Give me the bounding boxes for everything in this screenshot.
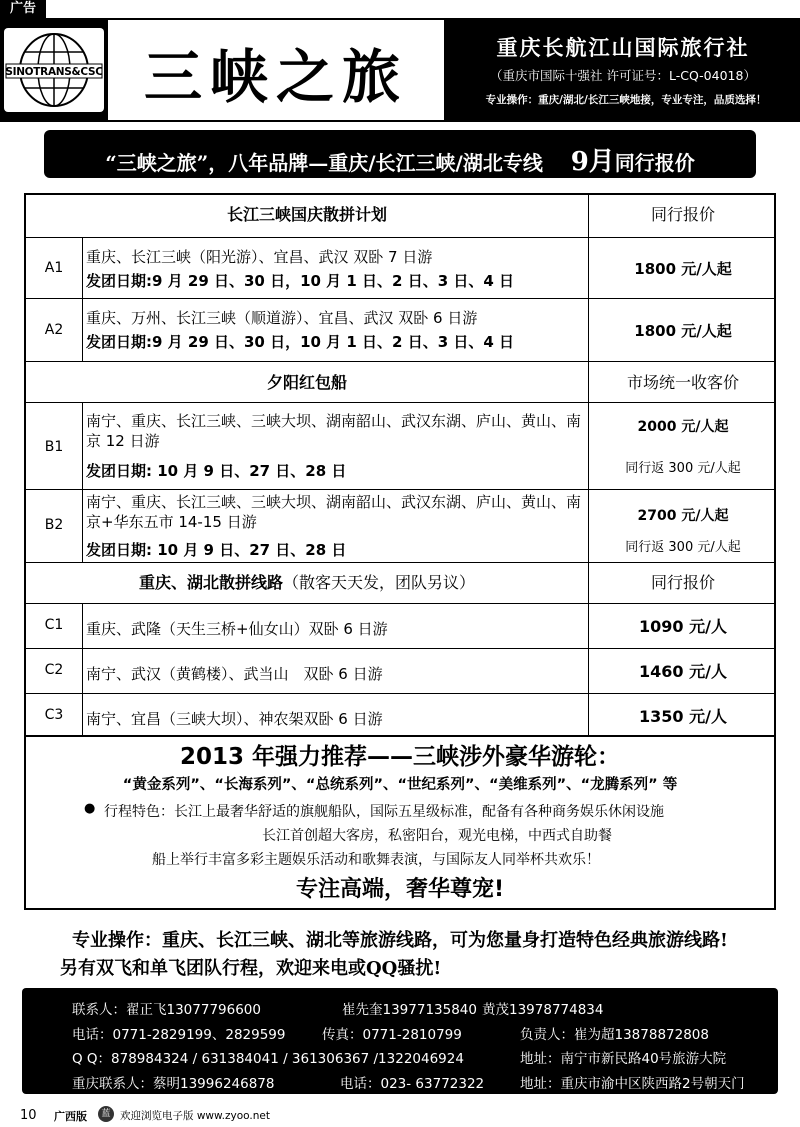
contact-address: 地址：南宁市新民路40号旅游大院 bbox=[520, 1051, 727, 1067]
bullet-icon: ● bbox=[84, 801, 96, 816]
row-code: C1 bbox=[44, 617, 64, 633]
contact-phone: 电话：0771-2829199、2829599 bbox=[72, 1027, 286, 1043]
section-title: 长江三峡国庆散拼计划 bbox=[226, 205, 387, 224]
footer bbox=[0, 1100, 800, 1127]
contact-qq: Q Q：878984324 / 631384041 / 361306367 /1322046924 bbox=[72, 1051, 464, 1067]
row-rebate: 同行返 300 元/人起 bbox=[625, 461, 741, 476]
row-dates: 发团日期: 10 月 9 日、27 日、28 日 bbox=[86, 462, 347, 480]
header-slogan: 专业操作：重庆/湖北/长江三峡地接，专业专注，品质选择！ bbox=[485, 94, 767, 106]
brand-title: 三峡之旅 bbox=[143, 43, 408, 111]
row-route: 重庆、武隆（天生三桥+仙女山）双卧 6 日游 bbox=[86, 620, 388, 638]
subtitle-month: 9月 bbox=[570, 147, 615, 177]
contact-person: 崔先奎13977135840 bbox=[342, 1002, 477, 1018]
section-title-note: （散客天天发，团队另议） bbox=[283, 573, 476, 592]
ad-tag: 广告 bbox=[0, 0, 46, 18]
promo-title: 2013 年强力推荐——三峡涉外豪华游轮： bbox=[179, 744, 621, 770]
row-code: B2 bbox=[44, 517, 64, 533]
promo-feature: 行程特色：长江上最奢华舒适的旗舰船队，国际五星级标准，配备有各种商务娱乐休闲设施 bbox=[104, 804, 664, 820]
contact-manager: 负责人：崔为超13878872808 bbox=[520, 1027, 709, 1043]
website-link[interactable]: 欢迎浏览电子版 www.zyoo.net bbox=[120, 1110, 270, 1122]
row-route: 重庆、长江三峡（阳光游）、宜昌、武汉 双卧 7 日游 bbox=[86, 248, 433, 266]
subtitle-bar bbox=[44, 130, 756, 178]
contact-person: 联系人：翟正飞13077796600 bbox=[72, 1002, 261, 1018]
company-name: 重庆长航江山国际旅行社 bbox=[496, 36, 750, 60]
row-code: A1 bbox=[44, 260, 64, 276]
cq-address: 地址：重庆市渝中区陕西路2号朝天门 bbox=[520, 1076, 745, 1092]
row-rebate: 同行返 300 元/人起 bbox=[625, 540, 741, 555]
subtitle-main: “三峡之旅”，八年品牌—重庆/长江三峡/湖北专线 bbox=[105, 151, 543, 175]
price-table bbox=[24, 193, 776, 737]
row-route: 重庆、万州、长江三峡（顺道游）、宜昌、武汉 双卧 6 日游 bbox=[86, 309, 478, 327]
row-dates: 发团日期:9 月 29 日、30 日，10 月 1 日、2 日、3 日、4 日 bbox=[86, 272, 515, 290]
row-price: 1090 元/人 bbox=[639, 617, 727, 636]
row-price: 2000 元/人起 bbox=[637, 419, 729, 435]
row-code: B1 bbox=[44, 439, 64, 455]
section-title: 夕阳红包船 bbox=[266, 373, 347, 392]
contact-box bbox=[22, 988, 778, 1094]
license-number: （重庆市国际十强社 许可证号：L-CQ-04018） bbox=[490, 68, 756, 83]
row-price: 1800 元/人起 bbox=[634, 260, 732, 278]
row-price: 1350 元/人 bbox=[639, 707, 727, 726]
row-route: 南宁、重庆、长江三峡、三峡大坝、湖南韶山、武汉东湖、庐山、黄山、南京+华东五市 14-15 日游 bbox=[86, 493, 582, 531]
row-code: A2 bbox=[44, 322, 64, 338]
row-dates: 发团日期:9 月 29 日、30 日，10 月 1 日、2 日、3 日、4 日 bbox=[86, 333, 515, 351]
subtitle-text bbox=[44, 141, 756, 178]
brand-panel bbox=[108, 20, 444, 120]
subtitle-suffix: 同行报价 bbox=[614, 151, 695, 175]
promo-feature: 船上举行丰富多彩主题娱乐活动和歌舞表演，与国际友人同举杯共欢乐！ bbox=[152, 852, 600, 868]
row-code: C3 bbox=[44, 707, 64, 723]
promo-tagline: 专注高端，奢华尊宠! bbox=[295, 877, 505, 902]
promo-series: “黄金系列”、“长海系列”、“总统系列”、“世纪系列”、“美维系列”、“龙腾系列” 等 bbox=[122, 777, 678, 793]
price-header: 同行报价 bbox=[650, 573, 715, 592]
edition-badge-icon: 蓝 bbox=[98, 1106, 114, 1122]
cq-phone: 电话：023- 63772322 bbox=[340, 1076, 485, 1092]
promo-feature: 长江首创超大客房，私密阳台，观光电梯，中西式自助餐 bbox=[262, 828, 612, 844]
price-header: 市场统一收客价 bbox=[626, 373, 739, 392]
header-banner bbox=[0, 18, 800, 122]
professional-line: 专业操作：重庆、长江三峡、湖北等旅游线路，可为您量身打造特色经典旅游线路! bbox=[72, 930, 728, 951]
section-title bbox=[26, 573, 588, 593]
cq-contact: 重庆联系人：蔡明13996246878 bbox=[72, 1076, 275, 1092]
row-code: C2 bbox=[44, 662, 64, 678]
edition-label: 广西版 bbox=[54, 1110, 87, 1123]
professional-line: 另有双飞和单飞团队行程，欢迎来电或QQ骚扰! bbox=[60, 958, 442, 979]
row-route: 南宁、武汉（黄鹤楼）、武当山 双卧 6 日游 bbox=[86, 665, 383, 683]
row-price: 1460 元/人 bbox=[639, 662, 727, 681]
row-dates: 发团日期: 10 月 9 日、27 日、28 日 bbox=[86, 541, 347, 559]
contact-fax: 传真：0771-2810799 bbox=[322, 1027, 462, 1043]
contact-person: 黄茂13978774834 bbox=[482, 1002, 604, 1018]
page-number: 10 bbox=[20, 1108, 37, 1123]
row-price: 1800 元/人起 bbox=[634, 322, 732, 340]
row-price: 2700 元/人起 bbox=[637, 508, 729, 524]
section-title-main: 重庆、湖北散拼线路 bbox=[138, 573, 283, 592]
price-header: 同行报价 bbox=[650, 205, 715, 224]
row-route: 南宁、宜昌（三峡大坝）、神农架双卧 6 日游 bbox=[86, 710, 383, 728]
company-logo bbox=[4, 28, 104, 112]
row-route: 南宁、重庆、长江三峡、三峡大坝、湖南韶山、武汉东湖、庐山、黄山、南京 12 日游 bbox=[86, 412, 582, 450]
logo-text: SINOTRANS&CSC bbox=[5, 66, 103, 78]
